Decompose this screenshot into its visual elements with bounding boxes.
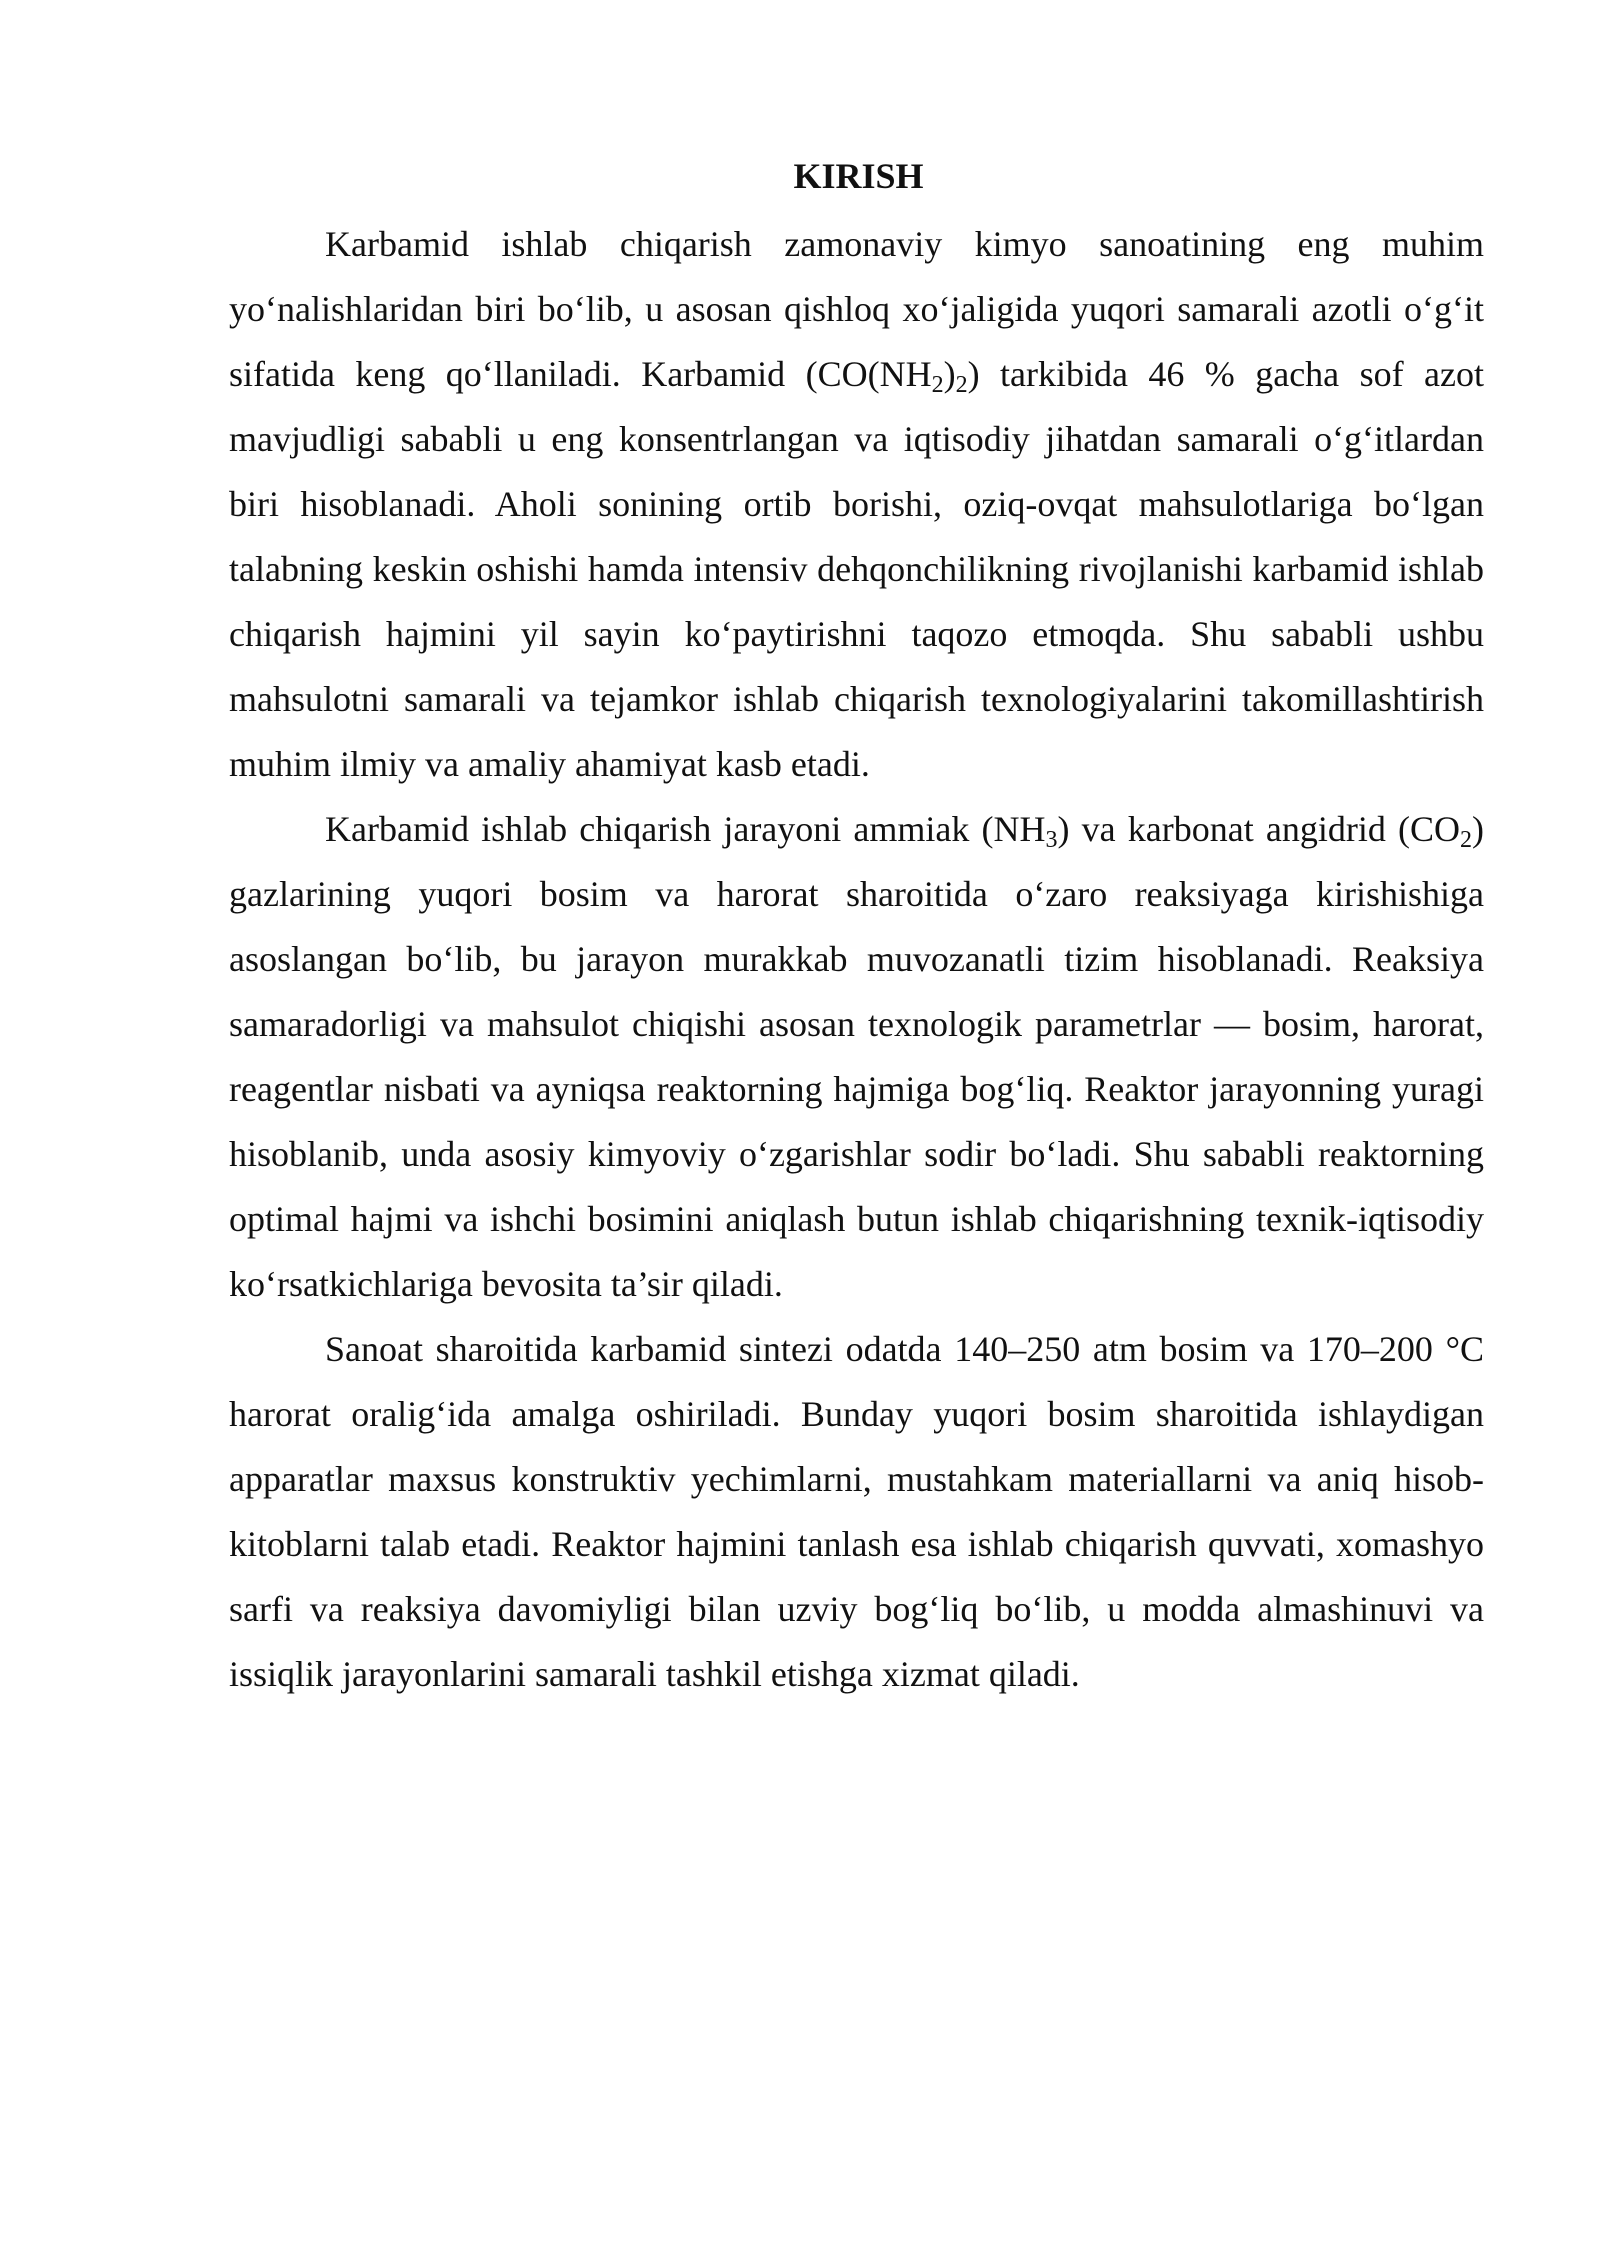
paragraph <box>229 212 1484 797</box>
paragraph <box>229 797 1484 1317</box>
page-content <box>229 140 1484 1707</box>
paragraph-text: Sanoat sharoitida karbamid sintezi odatda 140–250 atm bosim va 170–200 °C harorat oralig‘ida amalga oshiriladi. Bunday yuqori bosim sharoitida ishlaydigan apparatlar maxsus konstruktiv yechimlarni, mustahkam materiallarni va aniq hisob-kitoblarni talab etadi. Reaktor hajmini tanlash esa ishlab chiqarish quvvati, xomashyo sarfi va reaksiya davomiyligi bilan uzviy bog‘liq bo‘lib, u modda almashinuvi va issiqlik jarayonlarini samarali tashkil etishga xizmat qiladi. <box>229 1329 1484 1694</box>
paragraph <box>229 1317 1484 1707</box>
paragraph-text: ) va karbonat angidrid (CO <box>1057 809 1460 849</box>
paragraph-text: ) gazlarining yuqori bosim va harorat sharoitida o‘zaro reaksiyaga kirishishiga asoslangan bo‘lib, bu jarayon murakkab muvozanatli tizim hisoblanadi. Reaksiya samaradorligi va mahsulot chiqishi asosan texnologik parametrlar — bosim, harorat, reagentlar nisbati va ayniqsa reaktorning hajmiga bog‘liq. Reaktor jarayonning yuragi hisoblanib, unda asosiy kimyoviy o‘zgarishlar sodir bo‘ladi. Shu sababli reaktorning optimal hajmi va ishchi bosimini aniqlash butun ishlab chiqarishning texnik-iqtisodiy ko‘rsatkichlariga bevosita ta’sir qiladi. <box>229 809 1484 1304</box>
page-title: KIRISH <box>793 156 924 196</box>
body-text <box>229 212 1484 1707</box>
subscript: 2 <box>1460 827 1472 853</box>
subscript: 3 <box>1045 827 1058 853</box>
paragraph-text: ) tarkibida 46 % gacha sof azot mavjudligi sababli u eng konsentrlangan va iqtisodiy jihatdan samarali o‘g‘itlardan biri hisoblanadi. Aholi sonining ortib borishi, oziq-ovqat mahsulotlariga bo‘lgan talabning keskin oshishi hamda intensiv dehqonchilikning rivojlanishi karbamid ishlab chiqarish hajmini yil sayin ko‘paytirishni taqozo etmoqda. Shu sababli ushbu mahsulotni samarali va tejamkor ishlab chiqarish texnologiyalarini takomillashtirish muhim ilmiy va amaliy ahamiyat kasb etadi. <box>229 354 1484 784</box>
paragraph-text: ) <box>943 354 956 394</box>
subscript: 2 <box>931 372 944 398</box>
paragraph-text: Karbamid ishlab chiqarish zamonaviy kimyo sanoatining eng muhim yo‘nalishlaridan biri bo‘lib, u asosan qishloq xo‘jaligida yuqori samarali azotli o‘g‘it sifatida keng qo‘llaniladi. Karbamid (CO(NH <box>229 224 1484 394</box>
subscript: 2 <box>955 372 968 398</box>
paragraph-text: Karbamid ishlab chiqarish jarayoni ammiak (NH <box>325 809 1046 849</box>
